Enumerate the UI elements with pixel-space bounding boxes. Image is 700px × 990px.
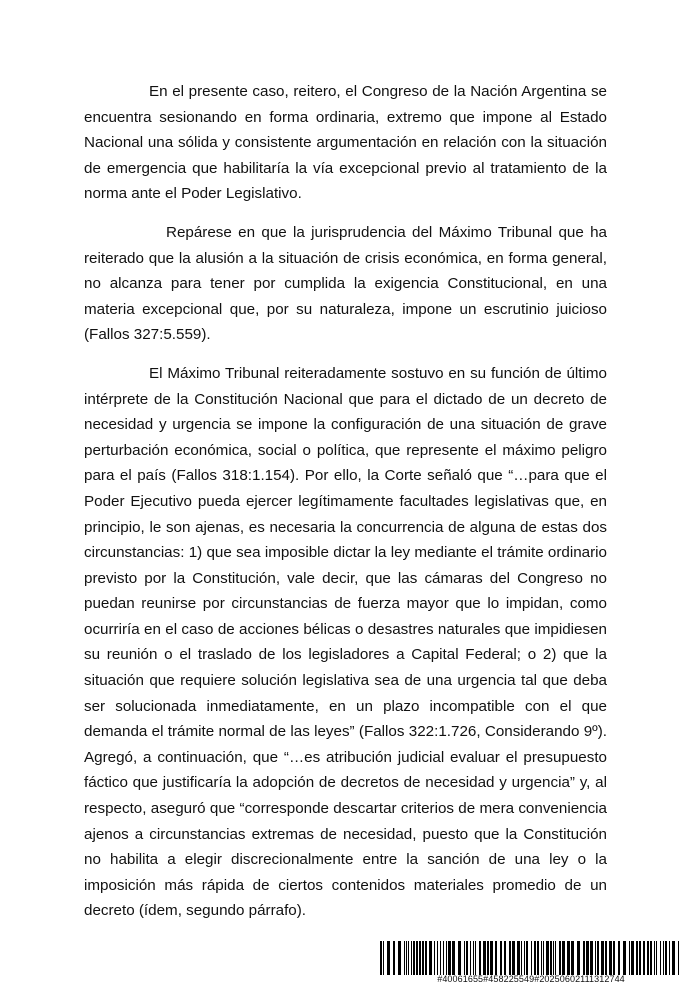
barcode-bar: [440, 941, 441, 975]
barcode-bar: [434, 941, 435, 975]
barcode-bar: [597, 941, 599, 975]
barcode-bar: [650, 941, 652, 975]
barcode-bar: [595, 941, 596, 975]
document-body: [84, 79, 607, 937]
barcode-bar: [541, 941, 542, 975]
barcode-bar: [567, 941, 570, 975]
barcode-bar: [452, 941, 455, 975]
barcode-bar: [512, 941, 515, 975]
barcode-bar: [609, 941, 612, 975]
barcode-bar: [446, 941, 447, 975]
barcode-bar: [583, 941, 585, 975]
barcode-bar: [665, 941, 667, 975]
barcode-bar: [654, 941, 655, 975]
barcode-bar: [470, 941, 471, 975]
barcode-bar: [663, 941, 664, 975]
barcode-bar: [422, 941, 424, 975]
barcode-bar: [631, 941, 634, 975]
barcode-bar: [613, 941, 615, 975]
barcode-bar: [526, 941, 528, 975]
barcode-bar: [380, 941, 382, 975]
barcode-bar: [475, 941, 476, 975]
barcode-bar: [656, 941, 657, 975]
barcode-bar: [398, 941, 401, 975]
barcode-bar: [605, 941, 607, 975]
barcode-bar: [517, 941, 520, 975]
barcode-bar: [586, 941, 589, 975]
barcode-bar: [571, 941, 574, 975]
barcode-bar: [629, 941, 630, 975]
barcode-bar: [443, 941, 444, 975]
barcode-bar: [437, 941, 438, 975]
barcode-bar: [504, 941, 506, 975]
barcode-bar: [590, 941, 593, 975]
barcode-block: [380, 941, 682, 985]
barcode-bar: [458, 941, 461, 975]
barcode-bar: [623, 941, 626, 975]
barcode-bar: [555, 941, 556, 975]
barcode-bar: [464, 941, 465, 975]
barcode-bar: [678, 941, 679, 975]
barcode-bar: [495, 941, 497, 975]
barcode-bar: [669, 941, 670, 975]
barcode-bar: [521, 941, 522, 975]
barcode-bar: [562, 941, 565, 975]
barcode-bar: [672, 941, 675, 975]
barcode-bar: [531, 941, 532, 975]
barcode-bar: [577, 941, 580, 975]
barcode-bar: [383, 941, 384, 975]
barcode-bar: [553, 941, 554, 975]
barcode-bar: [473, 941, 474, 975]
barcode-bar: [393, 941, 395, 975]
barcode-bar: [408, 941, 409, 975]
barcode-bar: [487, 941, 489, 975]
barcode-bar: [416, 941, 418, 975]
barcode-bar: [546, 941, 549, 975]
barcode-bar: [466, 941, 468, 975]
barcode-bar: [419, 941, 421, 975]
barcode-bar: [543, 941, 544, 975]
barcode-bar: [647, 941, 649, 975]
barcode-bar: [636, 941, 638, 975]
barcode-bar: [500, 941, 502, 975]
barcode-bar: [643, 941, 645, 975]
paragraph-3: El Máximo Tribunal reiteradamente sostuvo en su función de último intérprete de la Constitución Nacional que para el dictado de un decreto de necesidad y urgencia se impone la configuración de una situación de grave perturbación económica, social o política, que represente el máximo peligro para el país (Fallos 318:1.154). Por ello, la Corte señaló que “…para que el Poder Ejecutivo pueda ejercer legítimamente facultades legislativas que, en principio, le son ajenas, es necesaria la concurrencia de alguna de estas dos circunstancias: 1) que sea imposible dictar la ley mediante el trámite ordinario previsto por la Constitución, vale decir, que las cámaras del Congreso no puedan reunirse por circunstancias de fuerza mayor que lo impidan, como ocurriría en el caso de acciones bélicas o desastres naturales que impidiesen su reunión o el traslado de los legisladores a Capital Federal; o 2) que la situación que requiere solución legislativa sea de una urgencia tal que deba ser solucionada inmediatamente, en un plazo incompatible con el que demanda el trámite normal de las leyes” (Fallos 322:1.726, Considerando 9º). Agregó, a continuación, que “…es atribución judicial evaluar el presupuesto fáctico que justificaría la adopción de decretos de necesidad y urgencia” y, al respecto, aseguró que “corresponde descartar criterios de mera conveniencia ajenos a circunstancias extremas de necesidad, puesto que la Constitución no habilita a elegir discrecionalmente entre la sanción de una ley o la imposición más rápida de ciertos contenidos materiales promedio de un decreto (ídem, segundo párrafo).: [84, 364, 607, 920]
barcode-bar: [639, 941, 641, 975]
barcode-bar: [534, 941, 536, 975]
barcode-bar: [406, 941, 407, 975]
barcode-bar: [479, 941, 481, 975]
paragraph-1: En el presente caso, reitero, el Congreso de la Nación Argentina se encuentra sesionando en forma ordinaria, extremo que impone al Estado Nacional una sólida y consistente argumentación en relación con la situación de emergencia que habilitaría la vía excepcional previo al tratamiento de la norma ante el Poder Legislativo.: [84, 83, 607, 203]
paragraph-2: Repárese en que la jurisprudencia del Máximo Tribunal que ha reiterado que la alusión a la situación de crisis económica, en forma general, no alcanza para tener por cumplida la exigencia Constitucional, en una materia excepcional que, por su naturaleza, impone un escrutinio juicioso (Fallos 327:5.559).: [84, 223, 607, 344]
barcode-bar: [483, 941, 486, 975]
barcode-bar: [429, 941, 432, 975]
barcode-bar: [537, 941, 539, 975]
barcode-bar: [448, 941, 451, 975]
barcode-bar: [601, 941, 604, 975]
barcode-bar: [387, 941, 390, 975]
barcode-bar: [509, 941, 511, 975]
barcode-bar: [411, 941, 412, 975]
barcode-bar: [618, 941, 620, 975]
barcode-bar: [550, 941, 552, 975]
barcode-code: #40061655#458225549#20250602111312744: [437, 974, 625, 984]
barcode-image: [380, 941, 682, 975]
barcode-bar: [425, 941, 427, 975]
barcode-bar: [559, 941, 561, 975]
barcode-bar: [404, 941, 405, 975]
barcode-bar: [413, 941, 415, 975]
barcode-bar: [490, 941, 493, 975]
barcode-bar: [524, 941, 525, 975]
barcode-bar: [660, 941, 661, 975]
